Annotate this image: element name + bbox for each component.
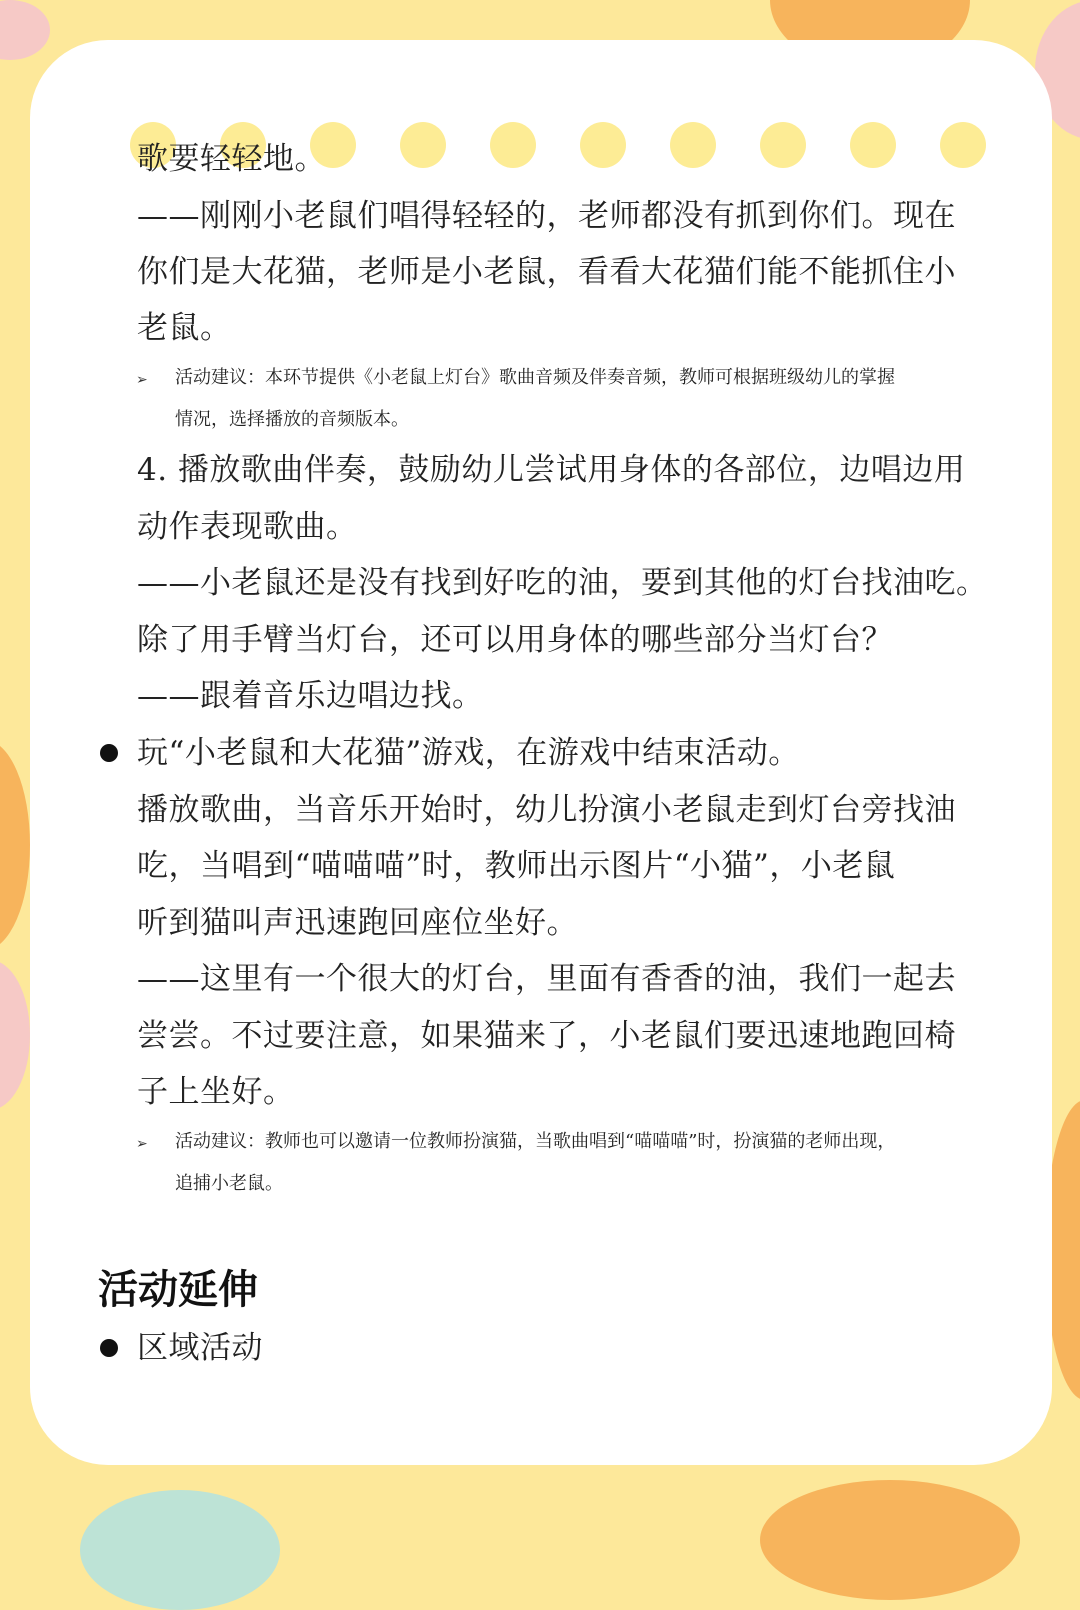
content-card	[30, 40, 1052, 1465]
paragraph-line: ——刚刚小老鼠们唱得轻轻的，老师都没有抓到你们。现在	[137, 198, 956, 234]
decor-dot	[670, 122, 716, 168]
arrow-marker-icon: ➢	[136, 1136, 148, 1152]
bullet-item: 区域活动	[137, 1330, 263, 1366]
decor-dot	[400, 122, 446, 168]
paragraph-line: ——跟着音乐边唱边找。	[137, 678, 484, 714]
paragraph-line: 尝尝。不过要注意，如果猫来了，小老鼠们要迅速地跑回椅	[137, 1018, 956, 1054]
paragraph-line: 4. 播放歌曲伴奏，鼓励幼儿尝试用身体的各部位，边唱边用	[137, 452, 966, 488]
paragraph-line: ——小老鼠还是没有找到好吃的油，要到其他的灯台找油吃。	[137, 565, 988, 601]
paragraph-line: 听到猫叫声迅速跑回座位坐好。	[137, 905, 578, 941]
section-heading: 活动延伸	[98, 1266, 258, 1313]
decor-dot	[490, 122, 536, 168]
paragraph-line: 子上坐好。	[137, 1074, 295, 1110]
arrow-marker-icon: ➢	[136, 372, 148, 388]
activity-note-line: 情况，选择播放的音频版本。	[175, 409, 409, 430]
decor-dot	[940, 122, 986, 168]
paragraph-line: ——这里有一个很大的灯台，里面有香香的油，我们一起去	[137, 961, 956, 997]
bullet-dot-icon	[100, 1339, 118, 1357]
decor-dot	[580, 122, 626, 168]
paragraph-line: 老鼠。	[137, 310, 232, 346]
decor-dot	[760, 122, 806, 168]
decor-blob-pink-left	[0, 960, 30, 1110]
decor-blob-teal-bottom	[80, 1490, 280, 1610]
activity-note-line: 活动建议：教师也可以邀请一位教师扮演猫，当歌曲唱到“喵喵喵”时，扮演猫的老师出现，	[175, 1131, 896, 1152]
decor-blob-orange-bottom	[760, 1480, 1020, 1600]
paragraph-line: 除了用手臂当灯台，还可以用身体的哪些部分当灯台？	[137, 622, 893, 658]
paragraph-line: 播放歌曲，当音乐开始时，幼儿扮演小老鼠走到灯台旁找油	[137, 792, 956, 828]
paragraph-line: 动作表现歌曲。	[137, 509, 358, 545]
paragraph-line: 歌要轻轻地。	[137, 141, 326, 177]
decor-blob-orange-left	[0, 740, 30, 950]
activity-note-line: 追捕小老鼠。	[175, 1173, 283, 1194]
paragraph-line: 吃，当唱到“喵喵喵”时，教师出示图片“小猫”，小老鼠	[137, 848, 896, 884]
decor-dot	[850, 122, 896, 168]
paragraph-line: 你们是大花猫，老师是小老鼠，看看大花猫们能不能抓住小	[137, 254, 956, 290]
activity-note-line: 活动建议：本环节提供《小老鼠上灯台》歌曲音频及伴奏音频，教师可根据班级幼儿的掌握	[175, 367, 895, 388]
bullet-dot-icon	[100, 744, 118, 762]
bullet-item: 玩“小老鼠和大花猫”游戏，在游戏中结束活动。	[137, 735, 800, 771]
